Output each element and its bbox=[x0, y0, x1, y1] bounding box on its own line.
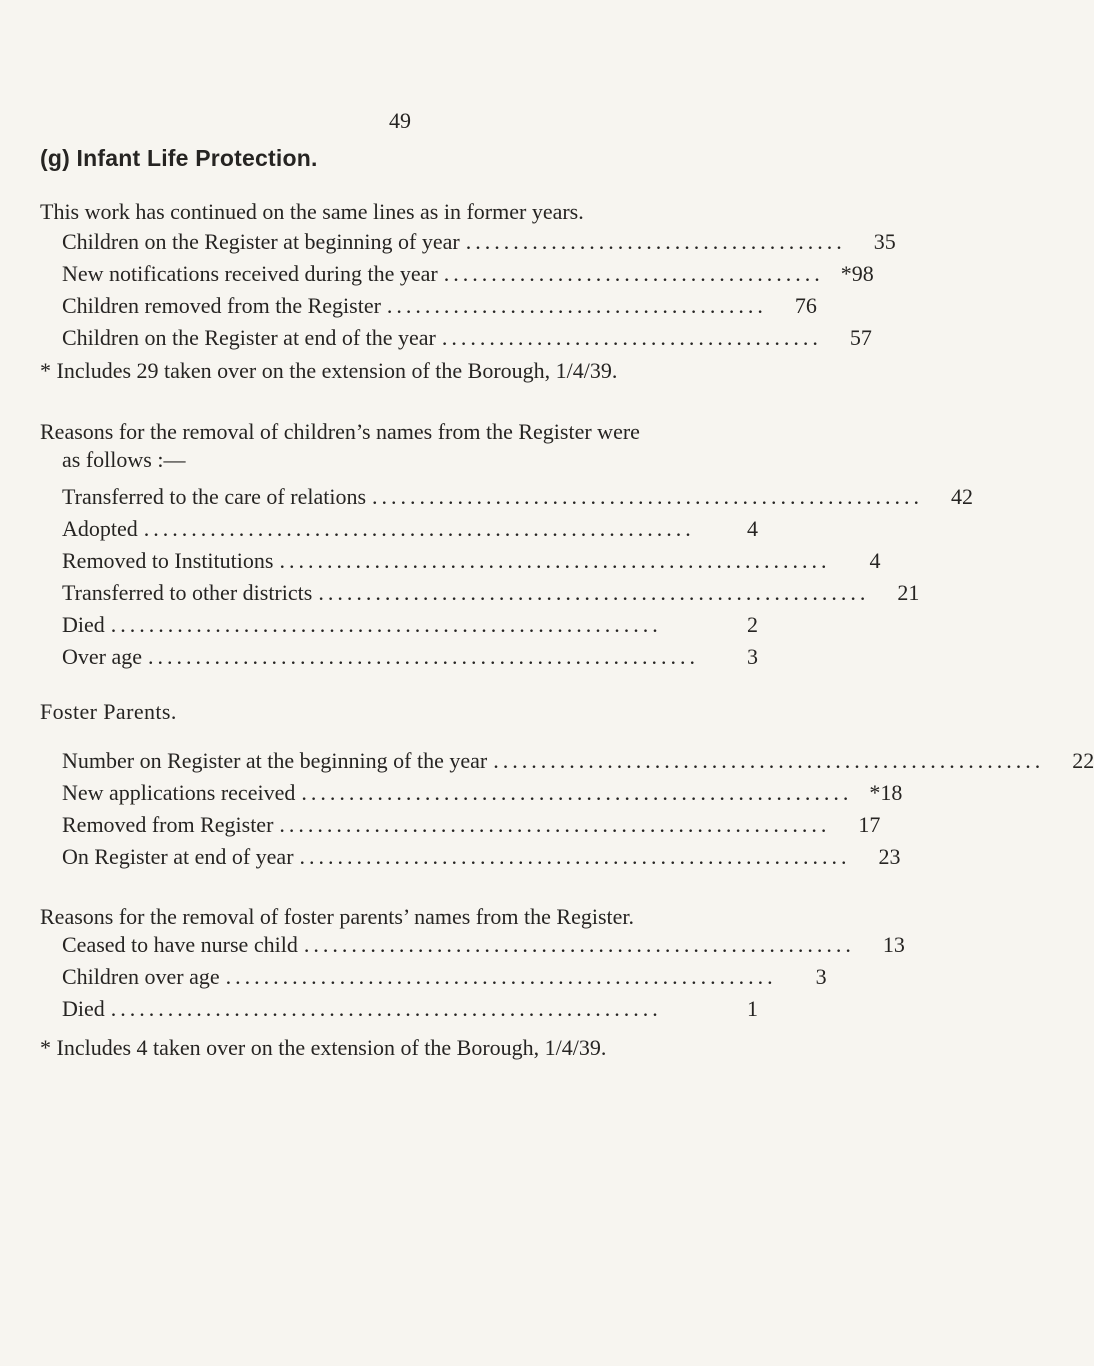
row-value: 76 bbox=[794, 293, 817, 318]
row-label: Died bbox=[62, 612, 105, 637]
row-label: Ceased to have nurse child bbox=[62, 932, 298, 957]
row-value: 42 bbox=[951, 484, 974, 509]
row-label: Died bbox=[62, 996, 105, 1021]
foster-parents-title: Foster Parents. bbox=[40, 699, 177, 724]
row-value: *18 bbox=[869, 780, 903, 805]
intro-paragraph: This work has continued on the same lines as in former years. bbox=[40, 199, 584, 224]
foster-row: Removed from Register .......................................................... 17 bbox=[62, 810, 758, 840]
removal-row: Transferred to the care of relations .......................................................... 42 bbox=[62, 482, 758, 512]
section-heading: (g) Infant Life Protection. bbox=[40, 145, 318, 171]
row-value: 35 bbox=[873, 229, 896, 254]
intro-line: Reasons for the removal of children’s names from the Register were bbox=[40, 419, 640, 444]
removal-row: Adopted .......................................................... 4 bbox=[62, 514, 758, 544]
row-value: 4 bbox=[869, 548, 881, 573]
foster-row: New applications received .......................................................... *18 bbox=[62, 778, 758, 808]
register-row: Children on the Register at beginning of year ........................................ 35 bbox=[62, 227, 758, 257]
removal-row: Over age .......................................................... 3 bbox=[62, 642, 758, 672]
row-label: Children on the Register at end of the year bbox=[62, 325, 436, 350]
removal-row: Transferred to other districts .......................................................... 21 bbox=[62, 578, 758, 608]
foster-removal-row: Ceased to have nurse child .......................................................... 13 bbox=[62, 930, 758, 960]
row-value: 22 bbox=[1072, 748, 1094, 773]
row-label: Children removed from the Register bbox=[62, 293, 381, 318]
row-label: New notifications received during the year bbox=[62, 261, 438, 286]
row-value: 17 bbox=[858, 812, 881, 837]
row-value: 13 bbox=[882, 932, 905, 957]
foster-removal-row: Died .......................................................... 1 bbox=[62, 994, 758, 1024]
register-row: Children removed from the Register ........................................ 76 bbox=[62, 291, 758, 321]
row-value: 2 bbox=[747, 612, 758, 637]
row-label: Removed to Institutions bbox=[62, 548, 274, 573]
children-removal-intro bbox=[40, 418, 760, 474]
row-label: Removed from Register bbox=[62, 812, 274, 837]
row-label: Children on the Register at beginning of year bbox=[62, 229, 460, 254]
removal-row: Died .......................................................... 2 bbox=[62, 610, 758, 640]
foster-removal-title: Reasons for the removal of foster parents’ names from the Register. bbox=[40, 904, 635, 929]
removal-row: Removed to Institutions .......................................................... 4 bbox=[62, 546, 758, 576]
row-value: 23 bbox=[878, 844, 901, 869]
row-value: 57 bbox=[849, 325, 872, 350]
row-value: 3 bbox=[815, 964, 827, 989]
row-label: Children over age bbox=[62, 964, 220, 989]
row-label: Over age bbox=[62, 644, 143, 669]
page-number: 49 bbox=[389, 108, 411, 133]
register-row: Children on the Register at end of the year ........................................ 57 bbox=[62, 323, 758, 353]
foster-row: On Register at end of year .......................................................... 23 bbox=[62, 842, 758, 872]
register-footnote: * Includes 29 taken over on the extension of the Borough, 1/4/39. bbox=[40, 358, 618, 383]
row-value: 1 bbox=[747, 996, 758, 1021]
row-label: New applications received bbox=[62, 780, 296, 805]
row-label: Transferred to other districts bbox=[62, 580, 313, 605]
row-value: 3 bbox=[747, 644, 758, 669]
row-label: Transferred to the care of relations bbox=[62, 484, 367, 509]
row-label: Number on Register at the beginning of the year bbox=[62, 748, 488, 773]
row-value: 21 bbox=[897, 580, 920, 605]
foster-removal-row: Children over age .......................................................... 3 bbox=[62, 962, 758, 992]
intro-line: as follows :— bbox=[62, 447, 186, 472]
register-row: New notifications received during the year ........................................ *98 bbox=[62, 259, 758, 289]
row-value: 4 bbox=[747, 516, 758, 541]
row-value: *98 bbox=[840, 261, 874, 286]
row-label: On Register at end of year bbox=[62, 844, 294, 869]
row-label: Adopted bbox=[62, 516, 138, 541]
foster-footnote: * Includes 4 taken over on the extension of the Borough, 1/4/39. bbox=[40, 1035, 607, 1060]
foster-row: Number on Register at the beginning of the year .......................................................... 22 bbox=[62, 746, 758, 776]
